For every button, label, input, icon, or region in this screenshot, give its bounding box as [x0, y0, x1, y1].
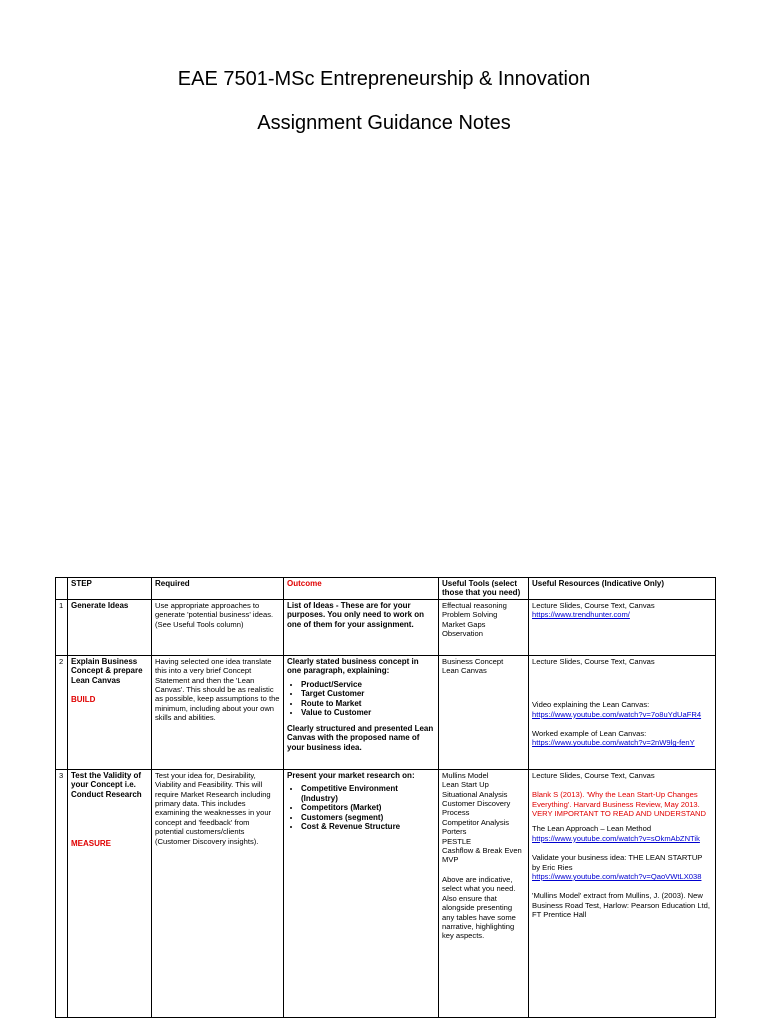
tool-item: Market Gaps: [442, 619, 486, 629]
tool-item: Competitor Analysis: [442, 817, 510, 827]
tool-item: Mullins Model: [442, 770, 489, 780]
title-block: [0, 64, 768, 138]
outcome-list: [287, 680, 435, 718]
list-item: • Value to Customer: [301, 708, 435, 718]
step-title: Explain Business Concept & prepare Lean Canvas: [71, 656, 143, 685]
example-label: Worked example of Lean Canvas:: [532, 729, 647, 739]
row-number: 3: [56, 769, 68, 1017]
list-item: • Competitors (Market): [301, 803, 435, 813]
step-title: Test the Validity of your Concept i.e. Conduct Research: [71, 770, 142, 799]
table-row: [56, 769, 716, 1017]
required-cell: Test your idea for, Desirability, Viability and Feasibility. This will require Market Research including primary data. This includes examining the weaknesses in your concept and 'feedback' from potential customers/clients (Customer Discovery insights).: [152, 769, 284, 1017]
table-row: [56, 599, 716, 655]
tool-item: PESTLE: [442, 836, 472, 846]
resources-text: Lecture Slides, Course Text, Canvas: [532, 656, 655, 666]
document-subtitle: Assignment Guidance Notes: [257, 112, 511, 134]
mullins-reference: 'Mullins Model' extract from Mullins, J. (2003). New Business Road Test, Harlow: Pearson Education Ltd, FT Prentice Hall: [532, 891, 710, 920]
outcome-cell: List of Ideas - These are for your purposes. You only need to work on one of them for your assignment.: [284, 599, 439, 655]
resources-cell: [529, 655, 716, 769]
table-header-row: [56, 578, 716, 600]
trendhunter-link[interactable]: https://www.trendhunter.com/: [532, 610, 630, 620]
tools-cell: [439, 655, 529, 769]
tool-item: Effectual reasoning: [442, 600, 507, 610]
resources-cell: [529, 599, 716, 655]
lean-canvas-example-link[interactable]: https://www.youtube.com/watch?v=2nW9lg-fenY: [532, 738, 695, 748]
tool-item: Lean Canvas: [442, 666, 487, 676]
tools-cell: [439, 599, 529, 655]
tool-item: Situational Analysis: [442, 789, 508, 799]
tool-item: Porters: [442, 827, 467, 837]
resources-text: Lecture Slides, Course Text, Canvas: [532, 600, 655, 610]
tool-item: Lean Start Up: [442, 780, 489, 790]
lean-method-link[interactable]: https://www.youtube.com/watch?v=sOkmAbZNTik: [532, 833, 700, 843]
lean-startup-link[interactable]: https://www.youtube.com/watch?v=QaoVWtLX038: [532, 872, 702, 882]
step-cell: Generate Ideas: [68, 599, 152, 655]
video-label: Video explaining the Lean Canvas:: [532, 700, 650, 710]
step-cell: [68, 769, 152, 1017]
document-title: EAE 7501-MSc Entrepreneurship & Innovation: [177, 68, 591, 90]
guidance-table: [55, 577, 716, 1018]
header-tools: Useful Tools (select those that you need): [439, 578, 529, 600]
header-resources: Useful Resources (Indicative Only): [529, 578, 716, 600]
header-step: STEP: [68, 578, 152, 600]
required-cell: Use appropriate approaches to generate 'potential business' ideas. (See Useful Tools column): [152, 599, 284, 655]
list-item: • Target Customer: [301, 689, 435, 699]
phase-label: BUILD: [71, 695, 96, 705]
tool-item: Observation: [442, 629, 483, 639]
header-outcome: Outcome: [284, 578, 439, 600]
tools-note: Above are indicative, select what you need. Also ensure that alongside presenting any tables have some narrative, highlighting key aspects.: [442, 874, 516, 941]
outcome-close: Clearly structured and presented Lean Canvas with the proposed name of your business idea.: [287, 723, 434, 752]
table-row: [56, 655, 716, 769]
outcome-cell: [284, 655, 439, 769]
tool-item: Customer Discovery Process: [442, 799, 511, 818]
lean-approach-label: The Lean Approach – Lean Method: [532, 824, 652, 834]
resources-text: Lecture Slides, Course Text, Canvas: [532, 770, 655, 780]
lean-canvas-video-link[interactable]: https://www.youtube.com/watch?v=7o8uYdUaFR4: [532, 709, 702, 719]
list-item: • Product/Service: [301, 680, 435, 690]
row-number: 2: [56, 655, 68, 769]
header-required: Required: [152, 578, 284, 600]
tools-cell: [439, 769, 529, 1017]
validate-label: Validate your business idea: THE LEAN STARTUP by Eric Ries: [532, 853, 703, 872]
list-item: • Customers (segment): [301, 813, 435, 823]
phase-label: MEASURE: [71, 839, 112, 849]
list-item: • Cost & Revenue Structure: [301, 822, 435, 832]
required-cell: Having selected one idea translate this into a very brief Concept Statement and then the 'Lean Canvas'. This should be as realistic as possible, keep assumptions to the minimum, including about your own skills and abilities.: [152, 655, 284, 769]
list-item: • Competitive Environment (Industry): [301, 784, 435, 803]
resources-cell: [529, 769, 716, 1017]
row-number: 1: [56, 599, 68, 655]
blank-reference: Blank S (2013). 'Why the Lean Start-Up Changes Everything'. Harvard Business Review, May 2013. VERY IMPORTANT TO READ AND UNDERSTAND: [532, 790, 706, 819]
tool-item: Problem Solving: [442, 610, 498, 620]
tool-item: Business Concept: [442, 656, 504, 666]
step-cell: [68, 655, 152, 769]
header-num: [56, 578, 68, 600]
outcome-intro: Clearly stated business concept in one paragraph, explaining:: [287, 656, 419, 676]
outcome-list: [287, 784, 435, 832]
tool-item: MVP: [442, 855, 459, 865]
outcome-intro: Present your market research on:: [287, 770, 415, 780]
outcome-cell: [284, 769, 439, 1017]
list-item: • Route to Market: [301, 699, 435, 709]
tool-item: Cashflow & Break Even: [442, 846, 522, 856]
